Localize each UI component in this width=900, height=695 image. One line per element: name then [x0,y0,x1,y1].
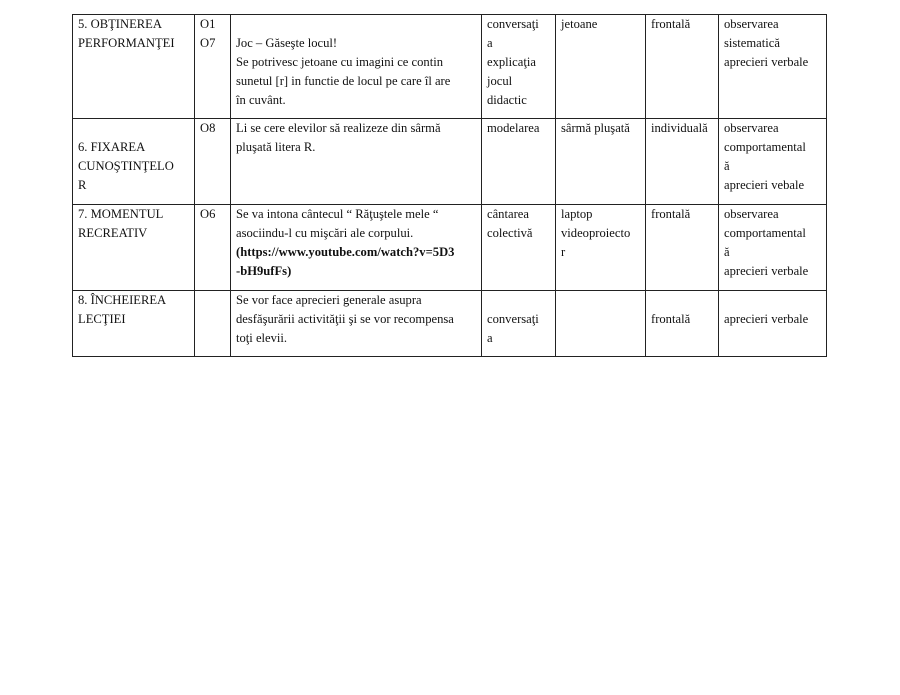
method-line: explicaţia [487,55,536,69]
evaluation-line: comportamental [724,140,806,154]
organization-cell [646,15,719,119]
objectives-cell [195,15,231,119]
resources-cell [556,15,646,119]
content-cell [231,205,482,291]
stage-line: LECŢIEI [78,312,126,326]
organization-line: individuală [651,121,708,135]
stage-line: 8. ÎNCHEIEREA [78,293,167,307]
table-row [73,205,827,291]
table-row [73,291,827,357]
methods-cell [482,15,556,119]
method-line: didactic [487,93,527,107]
content-line: Se potrivesc jetoane cu imagini ce contin [236,55,444,69]
evaluation-line: observarea [724,121,779,135]
resource-line: videoproiecto [561,226,631,240]
content-line: Joc – Găseşte locul! [236,36,338,50]
evaluation-line: ă [724,159,730,173]
organization-line: frontală [651,207,691,221]
resources-cell [556,291,646,357]
objective-code: O7 [200,36,216,50]
content-cell [231,291,482,357]
table-row [73,15,827,119]
evaluation-cell [719,119,827,205]
content-line: Li se cere elevilor să realizeze din sârmă [236,121,441,135]
evaluation-line: ă [724,245,730,259]
evaluation-line: sistematică [724,36,780,50]
evaluation-line: aprecieri verbale [724,55,809,69]
resource-line: jetoane [561,17,598,31]
stage-line: 6. FIXAREA [78,140,146,154]
resource-line: r [561,245,566,259]
stage-line: R [78,178,87,192]
method-line: cântarea [487,207,529,221]
evaluation-line: aprecieri verbale [724,264,809,278]
methods-cell [482,291,556,357]
objectives-cell [195,119,231,205]
table-row [73,119,827,205]
stage-cell [73,291,195,357]
evaluation-cell [719,15,827,119]
content-line: asociindu-l cu mişcări ale corpului. [236,226,414,240]
stage-line: CUNOŞTINŢELO [78,159,174,173]
evaluation-line: aprecieri verbale [724,312,809,326]
stage-line: 5. OBŢINEREA [78,17,162,31]
content-line: pluşată litera R. [236,140,316,154]
organization-cell [646,205,719,291]
content-line: în cuvânt. [236,93,286,107]
method-line: a [487,36,493,50]
stage-cell [73,15,195,119]
evaluation-line: observarea [724,17,779,31]
objective-code: O8 [200,121,216,135]
resource-line: laptop [561,207,593,221]
stage-cell [73,205,195,291]
content-cell [231,119,482,205]
organization-cell [646,119,719,205]
evaluation-line: aprecieri vebale [724,178,805,192]
content-line: Se va intona cântecul “ Răţuştele mele “ [236,207,439,221]
content-cell [231,15,482,119]
video-link[interactable]: -bH9ufFs) [236,264,292,278]
stage-cell [73,119,195,205]
organization-line: frontală [651,17,691,31]
resources-cell [556,205,646,291]
methods-cell [482,119,556,205]
content-line: toţi elevii. [236,331,288,345]
resource-line: sârmă pluşată [561,121,630,135]
methods-cell [482,205,556,291]
objectives-cell [195,291,231,357]
method-line: colectivă [487,226,533,240]
evaluation-cell [719,205,827,291]
objective-code: O1 [200,17,216,31]
stage-line: PERFORMANŢEI [78,36,175,50]
method-line: a [487,331,493,345]
stage-line: 7. MOMENTUL [78,207,164,221]
video-link[interactable]: (https://www.youtube.com/watch?v=5D3 [236,245,455,259]
content-line: desfăşurării activităţii şi se vor recompensa [236,312,454,326]
method-line: modelarea [487,121,540,135]
objective-code: O6 [200,207,216,221]
organization-cell [646,291,719,357]
organization-line: frontală [651,312,691,326]
resources-cell [556,119,646,205]
content-line: Se vor face aprecieri generale asupra [236,293,422,307]
method-line: conversaţi [487,17,539,31]
method-line: conversaţi [487,312,539,326]
objectives-cell [195,205,231,291]
evaluation-line: observarea [724,207,779,221]
evaluation-cell [719,291,827,357]
evaluation-line: comportamental [724,226,806,240]
method-line: jocul [487,74,513,88]
content-line: sunetul [r] in functie de locul pe care îl are [236,74,451,88]
stage-line: RECREATIV [78,226,148,240]
lesson-plan-table [72,14,827,357]
